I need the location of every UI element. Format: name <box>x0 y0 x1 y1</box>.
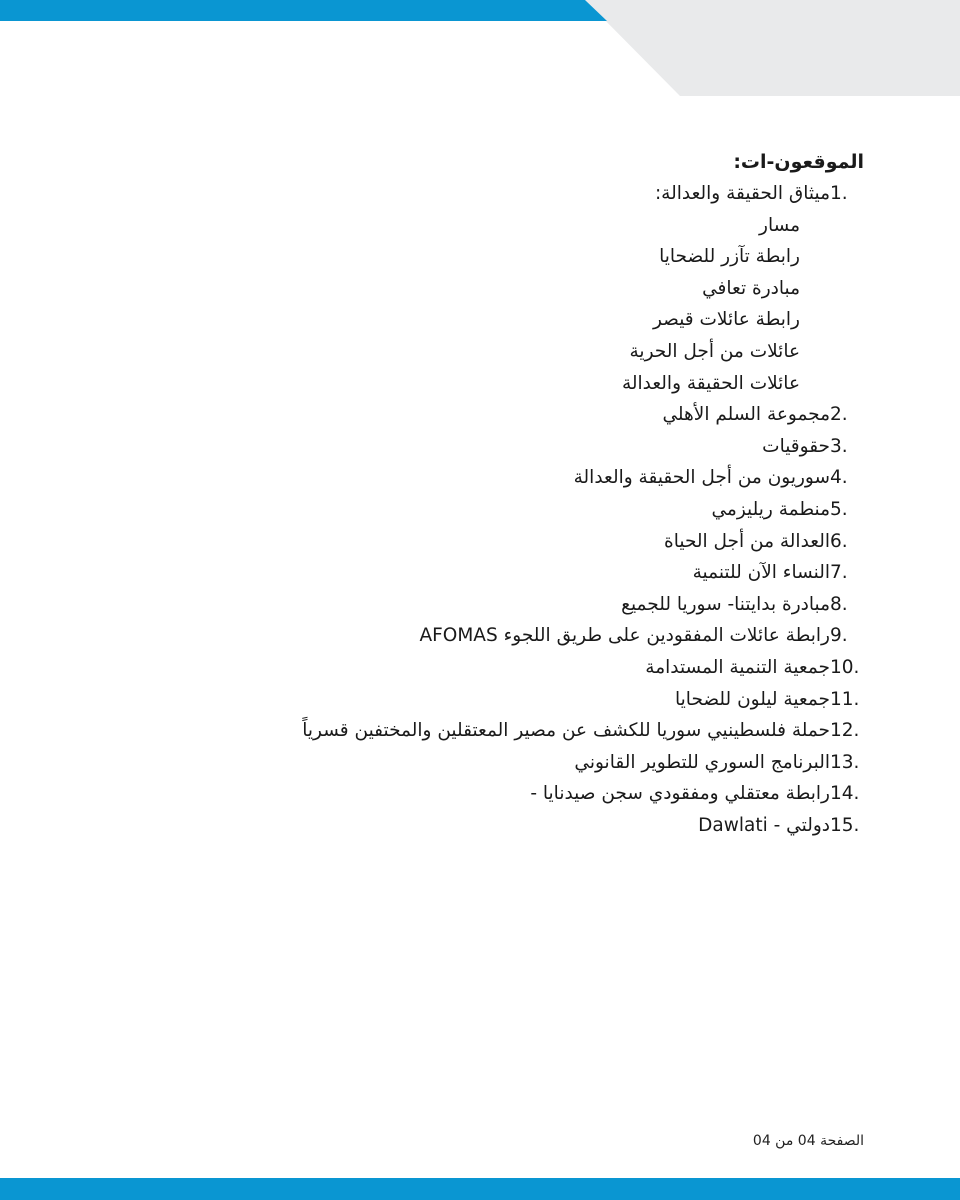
sub-list-item: مبادرة تعافي <box>702 277 800 299</box>
list-item <box>84 178 864 399</box>
list-item-number: 5. <box>830 498 848 520</box>
list-item-label: مجموعة السلم الأهلي <box>662 404 830 426</box>
list-item-number: 7. <box>830 562 848 584</box>
list-item-number: 13. <box>830 751 860 773</box>
list-item-number: 3. <box>830 435 848 457</box>
list-item-label: مبادرة بدايتنا- سوريا للجميع <box>621 593 830 615</box>
list-item <box>84 589 864 621</box>
sub-list-item: رابطة تآزر للضحايا <box>659 246 800 268</box>
list-item <box>84 778 864 810</box>
sub-list <box>84 210 864 400</box>
list-item-label: رابطة عائلات المفقودين على طريق اللجوء AFOMAS <box>419 625 830 647</box>
list-item <box>84 526 864 558</box>
sub-list-item: مسار <box>759 214 800 236</box>
list-item <box>84 715 864 747</box>
list-item-number: 11. <box>830 688 860 710</box>
list-item-number: 8. <box>830 593 848 615</box>
list-item-label: البرنامج السوري للتطوير القانوني <box>574 751 830 773</box>
list-item-number: 9. <box>830 625 848 647</box>
page-number: الصفحة 04 من 04 <box>752 1133 864 1149</box>
header-decoration <box>0 0 960 96</box>
sub-list-item: عائلات من أجل الحرية <box>629 340 800 362</box>
sub-list-item: عائلات الحقيقة والعدالة <box>621 372 800 394</box>
header-grey-shape <box>585 0 960 96</box>
list-item <box>84 684 864 716</box>
list-item-number: 12. <box>830 720 860 742</box>
signatories-list <box>84 178 864 841</box>
list-item-label: رابطة معتقلي ومفقودي سجن صيدنايا - <box>530 783 830 805</box>
signatories-heading: الموقعون-ات: <box>733 151 864 173</box>
list-item-label: منطمة ريليزمي <box>711 498 830 520</box>
sub-list-item: رابطة عائلات قيصر <box>652 309 800 331</box>
list-item-number: 10. <box>830 656 860 678</box>
header-blue-bar <box>0 0 607 21</box>
list-item-label: حقوقيات <box>762 435 830 457</box>
list-item <box>84 431 864 463</box>
list-item-label: سوريون من أجل الحقيقة والعدالة <box>573 467 830 489</box>
list-item-label: حملة فلسطينيي سوريا للكشف عن مصير المعتقلين والمختفين قسرياً <box>302 720 830 742</box>
list-item-number: 1. <box>830 183 848 204</box>
list-item <box>84 620 864 652</box>
list-item-number: 6. <box>830 530 848 552</box>
list-item-label: دولتي - Dawlati <box>698 814 830 836</box>
list-item-label: ميثاق الحقيقة والعدالة: <box>654 183 830 204</box>
footer-blue-bar <box>0 1178 960 1200</box>
list-item <box>84 652 864 684</box>
list-item <box>84 747 864 779</box>
list-item-label: جمعية ليلون للضحايا <box>675 688 830 710</box>
list-item <box>84 494 864 526</box>
list-item-number: 15. <box>830 814 860 836</box>
list-item-label: النساء الآن للتنمية <box>692 562 830 584</box>
list-item-number: 4. <box>830 467 848 489</box>
signatories-section <box>84 146 864 841</box>
list-item <box>84 557 864 589</box>
list-item <box>84 462 864 494</box>
list-item-label: جمعية التنمية المستدامة <box>645 656 830 678</box>
list-item-number: 2. <box>830 404 848 426</box>
list-item <box>84 399 864 431</box>
list-item-label: العدالة من أجل الحياة <box>664 530 830 552</box>
list-item-number: 14. <box>830 783 860 805</box>
list-item <box>84 810 864 842</box>
